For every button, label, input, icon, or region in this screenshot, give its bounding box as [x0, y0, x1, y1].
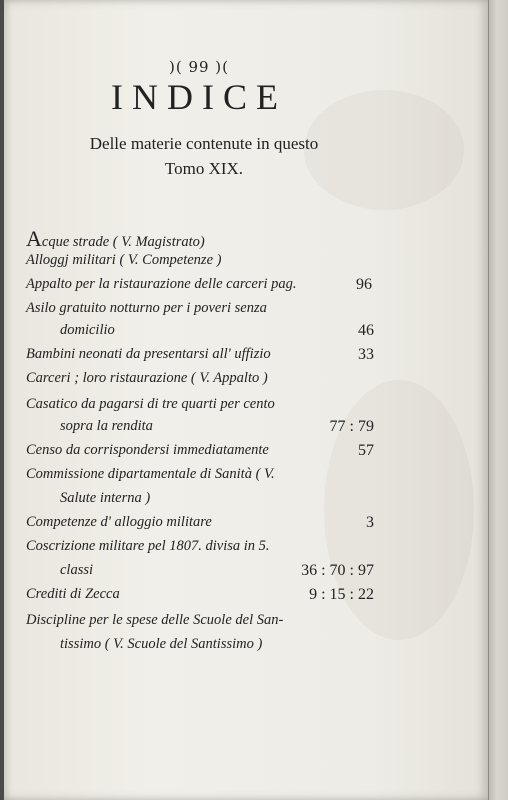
entry-text: sopra la rendita: [60, 418, 153, 434]
index-entry: [4, 514, 494, 538]
index-entry: [4, 396, 494, 420]
entry-text: Asilo gratuito notturno per i poveri senza: [26, 300, 267, 316]
entry-page: 33: [358, 346, 374, 363]
index-entry-continuation: [4, 418, 494, 442]
page-title: INDICE: [111, 77, 287, 117]
entry-page: 57: [358, 442, 374, 459]
index-entry: [4, 300, 494, 324]
index-entry-continuation: [4, 490, 494, 514]
index-entry: [4, 612, 494, 636]
entry-text: cque strade ( V. Magistrato): [41, 234, 205, 250]
page-number: )( 99 )(: [168, 58, 230, 76]
index-entry: [4, 252, 494, 276]
entry-page: 96: [356, 276, 372, 293]
index-entry: [4, 466, 494, 490]
page-edge: [488, 0, 508, 800]
entry-text: Discipline per le spese delle Scuole del San-: [26, 612, 284, 628]
entry-text: Casatico da pagarsi di tre quarti per cento: [26, 396, 275, 412]
index-entry-continuation: [4, 636, 494, 660]
entry-page: 46: [358, 322, 374, 339]
index-entry: [4, 370, 494, 394]
index-entry: [4, 226, 494, 250]
index-entry-continuation: [4, 322, 494, 346]
entry-text: Bambini neonati da presentarsi all' uffizio: [26, 346, 271, 362]
entry-page: 3: [366, 514, 374, 531]
entry-text: Censo da corrispondersi immediatamente: [26, 442, 269, 458]
index-entry: [4, 276, 494, 300]
subtitle-line-2: Tomo XIX.: [164, 159, 244, 178]
entry-text: Crediti di Zecca: [26, 586, 120, 602]
entry-page: 77 : 79: [329, 418, 374, 435]
entry-text: Coscrizione militare pel 1807. divisa in 5.: [26, 538, 270, 554]
index-entry: [4, 442, 494, 466]
index-entry: [4, 346, 494, 370]
index-entry: [4, 586, 494, 610]
entry-text: Alloggj militari ( V. Competenze ): [26, 252, 222, 268]
entry-text: Appalto per la ristaurazione delle carceri pag.: [26, 276, 297, 292]
entry-text: domicilio: [60, 322, 115, 338]
book-page: [4, 0, 490, 800]
entry-text: tissimo ( V. Scuole del Santissimo ): [60, 636, 263, 652]
entry-text: Carceri ; loro ristaurazione ( V. Appalto ): [26, 370, 268, 386]
entry-text: Commissione dipartamentale di Sanità ( V.: [26, 466, 275, 482]
entry-text: Salute interna ): [60, 490, 151, 506]
entry-text: classi: [60, 562, 94, 578]
index-entry: [4, 538, 494, 562]
drop-initial: A: [26, 226, 42, 251]
index-entry-continuation: [4, 562, 494, 586]
entry-text: Competenze d' alloggio militare: [26, 514, 212, 530]
subtitle-line-1: Delle materie contenute in questo: [89, 134, 319, 153]
entry-page: 9 : 15 : 22: [309, 586, 374, 603]
entry-page: 36 : 70 : 97: [301, 562, 374, 579]
